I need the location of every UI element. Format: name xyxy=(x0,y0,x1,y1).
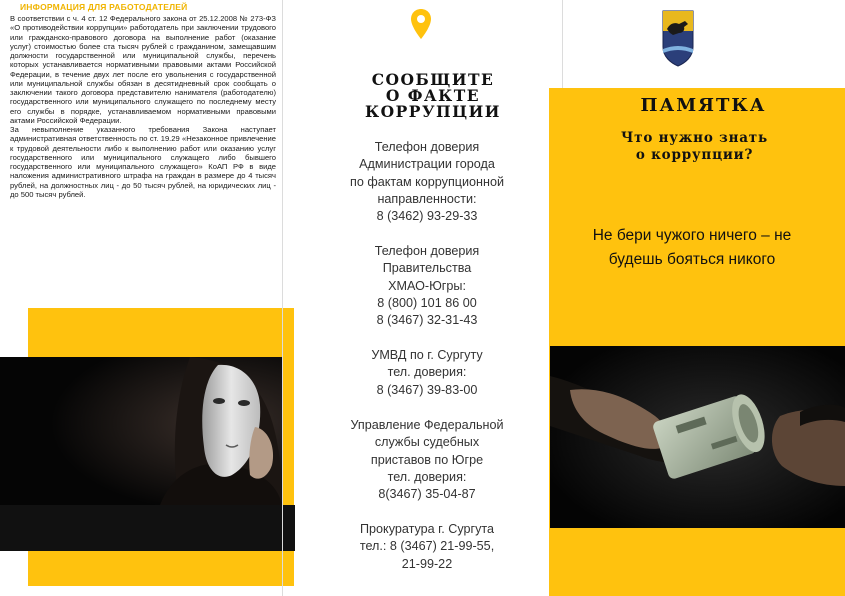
slogan xyxy=(562,224,822,272)
contact-city-administration xyxy=(328,139,526,225)
memo-subtitle-line-2: о коррупции? xyxy=(635,147,754,163)
location-pin-icon xyxy=(410,8,432,45)
heading-line-2: О ФАКТЕ xyxy=(385,86,481,105)
slogan-line-1: Не бери чужого ничего – не xyxy=(592,227,792,244)
black-band xyxy=(0,505,295,551)
contact-phone: 8(3467) 35-04-87 xyxy=(378,487,476,502)
middle-panel xyxy=(282,0,562,596)
city-emblem-icon xyxy=(661,9,695,72)
contact-prosecutor-office xyxy=(328,521,526,573)
contact-line: Телефон доверия xyxy=(374,140,480,154)
contact-line: тел. доверия: xyxy=(387,469,467,484)
bribe-money-photo xyxy=(550,346,845,528)
contact-line: Прокуратура г. Сургута xyxy=(360,522,494,536)
contact-line: Правительства xyxy=(382,261,472,276)
heading-line-3: КОРРУПЦИИ xyxy=(365,102,501,121)
contact-line: тел. доверия: xyxy=(387,365,467,380)
contact-bailiffs-service xyxy=(328,417,526,503)
contact-government-khmao xyxy=(328,243,526,329)
contact-line: службы судебных xyxy=(374,435,480,450)
contact-phone: 8 (3467) 39-83-00 xyxy=(376,382,478,397)
contact-line: направленности: xyxy=(377,191,477,206)
contact-line: ХМАО-Югры: xyxy=(388,278,466,293)
contact-line: Управление Федеральной xyxy=(350,418,504,432)
employer-info-paragraph-1: В соответствии с ч. 4 ст. 12 Федерального закона от 25.12.2008 № 273-ФЗ «О противодействии коррупции» работодатель при заключении трудового или гражданско-правового договора на выполнение работ (оказание услуг) стоимостью более ста тысяч рублей с гражданином, замещавшим должности государственной или муниципальной службы, перечень которых устанавливается нормативными правовыми актами Российской Федерации, в течение двух лет после его увольнения с государственной или муниципальной службы обязан в десятидневный срок сообщать о заключении такого договора представителю нанимателя (работодателю) государственного или муниципального служащего по последнему месту его службы в порядке, устанавливаемом нормативными правовыми актами Российской Федерации. xyxy=(10,14,276,125)
contact-phone: 8 (3462) 93-29-33 xyxy=(376,209,478,224)
contact-line: по фактам коррупционной xyxy=(350,174,504,189)
contact-phone: 8 (800) 101 86 00 xyxy=(377,295,477,310)
contact-umvd-surgut xyxy=(328,347,526,399)
report-corruption-heading xyxy=(328,72,538,120)
contact-phone: 8 (3467) 32-31-43 xyxy=(376,313,478,328)
employer-info-title: ИНФОРМАЦИЯ ДЛЯ РАБОТОДАТЕЛЕЙ xyxy=(20,2,188,12)
memo-subtitle-line-1: Что нужно знать xyxy=(621,130,768,146)
contact-phone: 21-99-22 xyxy=(401,556,453,571)
contact-line: приставов по Югре xyxy=(370,452,484,467)
right-panel xyxy=(562,0,845,596)
slogan-line-2: будешь бояться никого xyxy=(608,251,776,268)
contact-phone: тел.: 8 (3467) 21-99-55, xyxy=(359,539,495,554)
yellow-band xyxy=(562,528,845,596)
memo-title: ПАМЯТКА xyxy=(640,95,767,116)
left-panel xyxy=(0,0,282,596)
contact-line: Телефон доверия xyxy=(374,244,480,258)
contact-line: УМВД по г. Сургуту xyxy=(371,348,483,362)
masked-person-photo xyxy=(0,357,282,505)
employer-info-paragraph-2: За невыполнение указанного требования Закона наступает административная ответственность по ст. 19.29 «Незаконное привлечение к трудовой деятельности либо к выполнению работ или оказанию услуг государственного или муниципального служащего либо бывшего государственного или муниципального служащего» КоАП РФ в виде наложения административного штрафа на граждан в размере до 4 тысяч рублей, на должностных лиц - до 50 тысяч рублей, на юридических лиц - до 500 тысяч рублей. xyxy=(10,125,276,199)
memo-subtitle xyxy=(562,130,827,164)
heading-line-1: СООБЩИТЕ xyxy=(371,70,495,89)
employer-info-text xyxy=(10,14,276,199)
contact-line: Администрации города xyxy=(359,157,495,172)
